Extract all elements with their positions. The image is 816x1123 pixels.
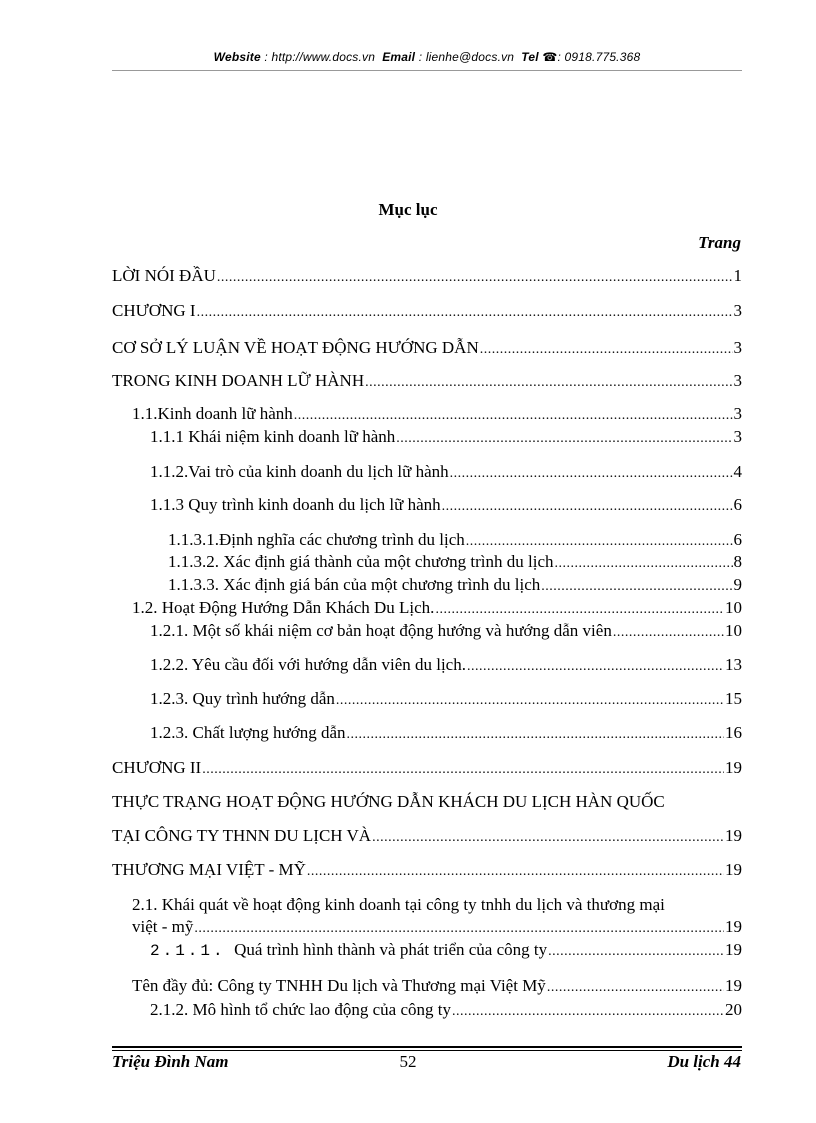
page-column-label: Trang — [698, 233, 741, 252]
toc-entry[interactable]: 1.1.3.3. Xác định giá bán của một chương trình du lịch ..... 9 — [168, 575, 742, 597]
toc-entry-heading[interactable]: THỰC TRẠNG HOẠT ĐỘNG HƯỚNG DẪN KHÁCH DU LỊCH HÀN QUỐC — [112, 792, 665, 811]
toc-entry[interactable]: LỜI NÓI ĐẦU ..... 1 — [112, 266, 742, 288]
tel-number: : 0918.775.368 — [557, 50, 641, 64]
toc-entry[interactable]: 2.1.1. Quá trình hình thành và phát triển của công ty ..... 19 — [150, 940, 742, 962]
footer-author: Triệu Đình Nam — [112, 1052, 229, 1071]
toc-entry[interactable]: việt - mỹ ..... 19 — [132, 917, 742, 939]
toc-entry-heading[interactable]: 2.1. Khái quát về hoạt động kinh doanh tại công ty tnhh du lịch và thương mại — [132, 895, 665, 914]
email-label: Email — [382, 50, 416, 64]
website-label: Website — [213, 50, 261, 64]
toc-entry[interactable]: 1.2.2. Yêu cầu đối với hướng dẫn viên du lịch. ..... 13 — [150, 655, 742, 677]
footer-class: Du lịch 44 — [667, 1052, 741, 1071]
toc-entry[interactable]: CHƯƠNG II ..... 19 — [112, 758, 742, 780]
toc-entry[interactable]: 1.1.3.2. Xác định giá thành của một chương trình du lịch ..... 8 — [168, 552, 742, 574]
toc-entry[interactable]: 1.2. Hoạt Động Hướng Dẫn Khách Du Lịch. ..... 10 — [132, 598, 742, 620]
page-header — [112, 50, 742, 64]
toc-entry[interactable]: 1.1.Kinh doanh lữ hành ..... 3 — [132, 404, 742, 426]
toc-entry[interactable]: TẠI CÔNG TY THNN DU LỊCH VÀ ..... 19 — [112, 826, 742, 848]
toc-entry[interactable]: 1.2.1. Một số khái niệm cơ bản hoạt động hướng và hướng dẫn viên ..... 10 — [150, 621, 742, 643]
toc-entry[interactable]: THƯƠNG MẠI VIỆT - MỸ ..... 19 — [112, 860, 742, 882]
toc-entry[interactable]: 1.2.3. Quy trình hướng dẫn ..... 15 — [150, 689, 742, 711]
toc-title: Mục lục — [378, 200, 438, 219]
header-divider — [112, 70, 742, 71]
website-url[interactable]: : http://www.docs.vn — [264, 50, 376, 64]
toc-entry[interactable]: 1.1.3.1.Định nghĩa các chương trình du lịch ..... 6 — [168, 530, 742, 552]
toc-entry[interactable]: TRONG KINH DOANH LỮ HÀNH ..... 3 — [112, 371, 742, 393]
phone-icon: ☎ — [542, 50, 558, 64]
footer-divider-thin — [112, 1050, 742, 1051]
tel-label: Tel — [521, 50, 539, 64]
toc-entry[interactable]: CƠ SỞ LÝ LUẬN VỀ HOẠT ĐỘNG HƯỚNG DẪN ..... 3 — [112, 338, 742, 360]
toc-entry[interactable]: CHƯƠNG I ..... 3 — [112, 301, 742, 323]
email-address[interactable]: : lienhe@docs.vn — [418, 50, 515, 64]
toc-entry[interactable]: 1.1.3 Quy trình kinh doanh du lịch lữ hành ..... 6 — [150, 495, 742, 517]
toc-entry[interactable]: 1.2.3. Chất lượng hướng dẫn ..... 16 — [150, 723, 742, 745]
footer-divider — [112, 1046, 742, 1048]
toc-entry[interactable]: 2.1.2. Mô hình tổ chức lao động của công ty ..... 20 — [150, 1000, 742, 1022]
toc-entry[interactable]: Tên đầy đủ: Công ty TNHH Du lịch và Thương mại Việt Mỹ ..... 19 — [132, 976, 742, 998]
toc-entry[interactable]: 1.1.2.Vai trò của kinh doanh du lịch lữ hành ..... 4 — [150, 462, 742, 484]
toc-entry[interactable]: 1.1.1 Khái niệm kinh doanh lữ hành ..... 3 — [150, 427, 742, 449]
footer-page-number: 52 — [399, 1052, 417, 1071]
